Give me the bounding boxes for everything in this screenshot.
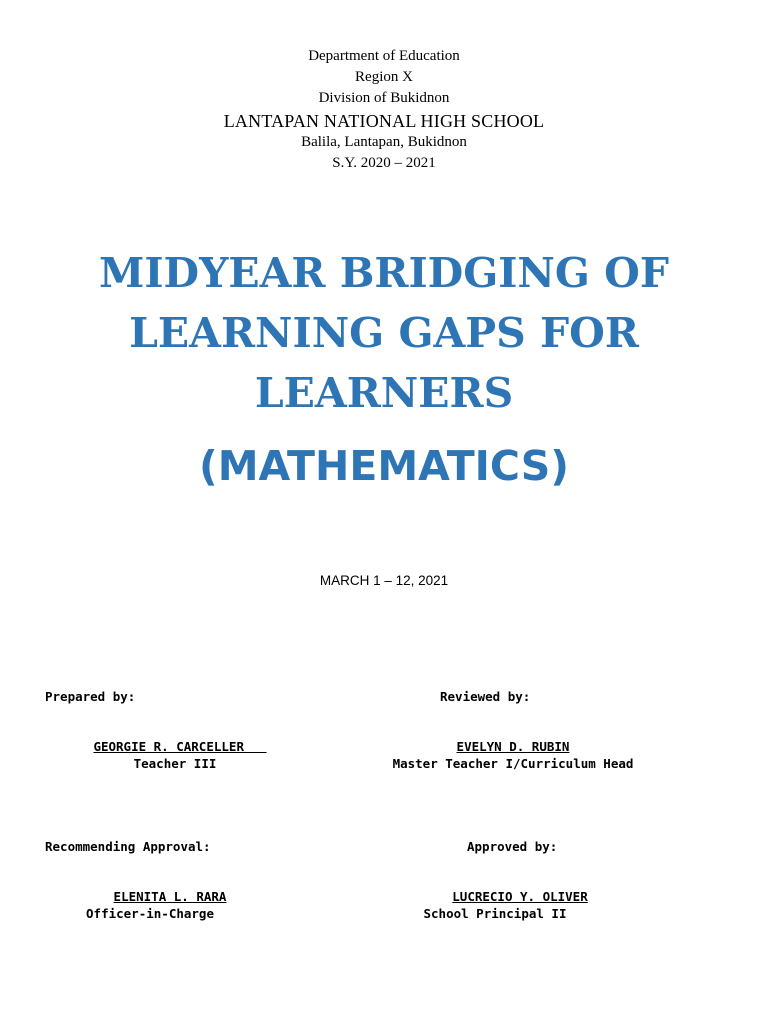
preparer-role: Teacher III (133, 756, 217, 771)
recommender-name: ELENITA L. RARA (113, 889, 227, 904)
reviewer-role: Master Teacher I/Curriculum Head (392, 756, 634, 771)
approved-by-label: Approved by: (467, 839, 558, 854)
school-year: S.Y. 2020 – 2021 (332, 155, 436, 171)
subject-title: (MATHEMATICS) (198, 442, 570, 490)
title-line-1: MIDYEAR BRIDGING OF (98, 249, 670, 297)
division-line: Division of Bukidnon (318, 90, 450, 106)
department-line: Department of Education (308, 48, 460, 64)
reviewed-by-label: Reviewed by: (440, 689, 531, 704)
preparer-name: GEORGIE R. CARCELLER (93, 739, 267, 754)
recommending-approval-label: Recommending Approval: (45, 839, 211, 854)
school-address: Balila, Lantapan, Bukidnon (301, 134, 467, 150)
date-range: MARCH 1 – 12, 2021 (319, 573, 449, 588)
reviewer-name: EVELYN D. RUBIN (456, 739, 570, 754)
approver-role: School Principal II (423, 906, 567, 921)
approver-name: LUCRECIO Y. OLIVER (452, 889, 588, 904)
region-line: Region X (355, 69, 413, 85)
school-name: LANTAPAN NATIONAL HIGH SCHOOL (223, 111, 545, 131)
title-line-2: LEARNING GAPS FOR (129, 309, 639, 357)
recommender-role: Officer-in-Charge (86, 906, 214, 921)
title-line-3: LEARNERS (254, 369, 514, 417)
prepared-by-label: Prepared by: (45, 689, 136, 704)
